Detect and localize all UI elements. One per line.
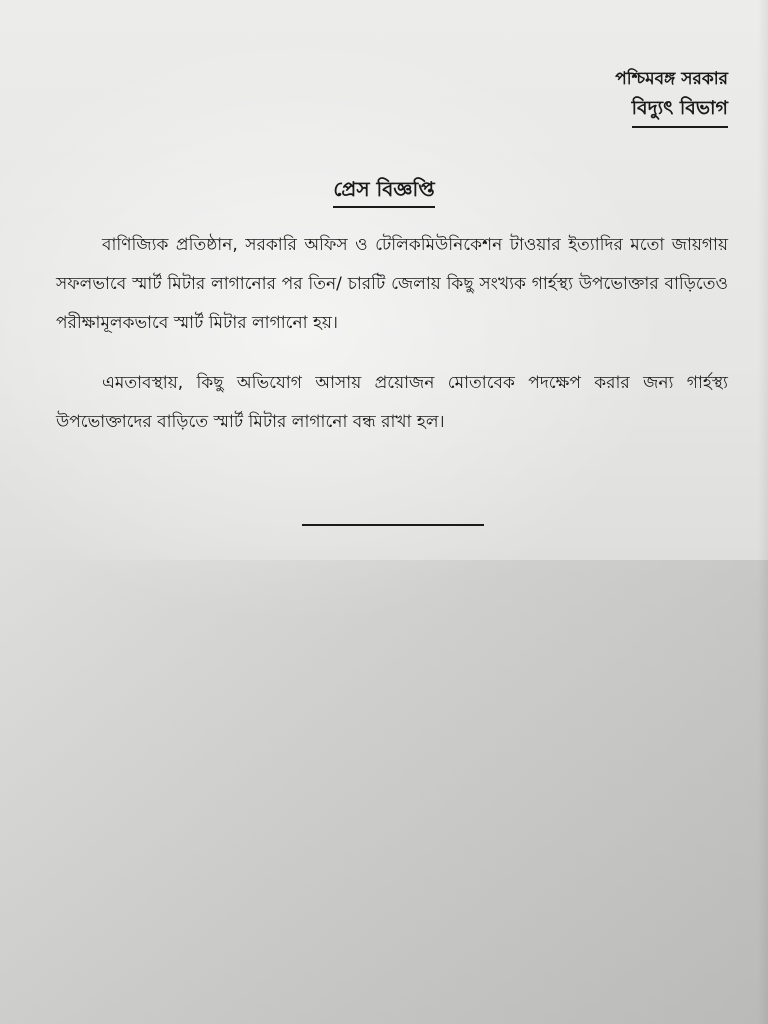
- page-edge: [758, 0, 768, 1024]
- page-shadow: [0, 560, 768, 1024]
- document-title-block: [0, 174, 768, 208]
- closing-line: [302, 524, 484, 526]
- body-paragraph-2: এমতাবস্থায়, কিছু অভিযোগ আসায় প্রয়োজন মোতাবেক পদক্ষেপ করার জন্য গার্হস্থ্য উপভোক্তাদের বাড়িতে স্মার্ট মিটার লাগানো বন্ধ রাখা হল।: [56, 373, 728, 432]
- government-name: পশ্চিমবঙ্গ সরকার: [615, 69, 728, 89]
- body-paragraph-1: বাণিজ্যিক প্রতিষ্ঠান, সরকারি অফিস ও টেলিকমিউনিকেশন টাওয়ার ইত্যাদির মতো জায়গায় সফলভাবে স্মার্ট মিটার লাগানোর পর তিন/ চারটি জেলায় কিছু সংখ্যক গার্হস্থ্য উপভোক্তার বাড়িতেও পরীক্ষামূলকভাবে স্মার্ট মিটার লাগানো হয়।: [56, 235, 728, 333]
- department-name: বিদ্যুৎ বিভাগ: [632, 94, 728, 128]
- document-title: প্রেস বিজ্ঞপ্তি: [333, 174, 434, 208]
- letterhead: [615, 66, 728, 128]
